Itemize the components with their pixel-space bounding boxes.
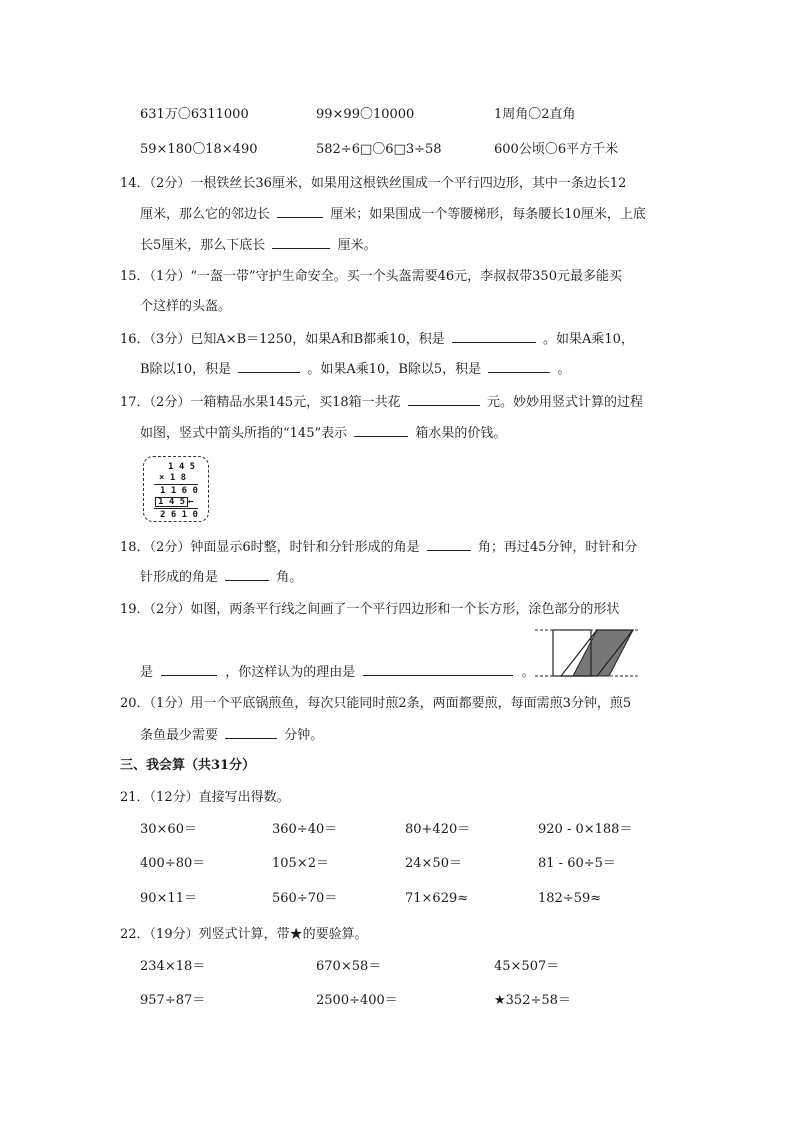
q15-line-1: 15．（1分）“一盔一带”守护生命安全。买一个头盔需要46元，李叔叔带350元最多能买 [120, 269, 622, 284]
q19-blank-1[interactable] [161, 663, 217, 676]
written-calc-item: 670×58＝ [316, 959, 382, 974]
q14-line-2 [140, 205, 646, 224]
q20-line-1: 20．（1分）用一个平底锅煎鱼，每次只能同时煎2条，两面都要煎，每面需煎3分钟，煎5 [120, 696, 632, 711]
calc-rule-1 [154, 484, 198, 485]
q16-text-1a: 16．（3分）已知A×B＝1250，如果A和B都乘10，积是 [120, 332, 445, 347]
oral-calc-item: 80+420＝ [405, 822, 471, 837]
q20-line-2 [140, 726, 323, 745]
oral-calc-item: 920 - 0×188＝ [538, 822, 633, 837]
q17-blank-2[interactable] [354, 424, 408, 437]
q19-text-2a: 是 [140, 665, 154, 680]
arrow-left-icon: ← [188, 497, 194, 507]
q19-text-2b: ，你这样认为的理由是 [225, 665, 356, 680]
oral-calc-item: 182÷59≈ [538, 891, 602, 906]
oral-calc-item: 81 - 60÷5＝ [538, 856, 616, 871]
q16-text-2b: 。如果A乘10，B除以5，积是 [307, 362, 482, 377]
compare-item-3: 1周角〇2直角 [494, 107, 576, 122]
q14-line-1: 14．（2分）一根铁丝长36厘米，如果用这根铁丝围成一个平行四边形，其中一条边长12 [120, 176, 627, 191]
written-calc-item: 234×18＝ [140, 959, 206, 974]
oral-calc-item: 560÷70＝ [272, 891, 338, 906]
q14-blank-1[interactable] [277, 205, 323, 218]
q15-line-2: 个这样的头盔。 [140, 299, 232, 314]
written-calc-item: 2500÷400＝ [316, 993, 398, 1008]
written-calc-item: 957÷87＝ [140, 993, 206, 1008]
vertical-calculation-figure [143, 456, 209, 522]
q19-line-1: 19．（2分）如图，两条平行线之间画了一个平行四边形和一个长方形，涂色部分的形状 [120, 602, 620, 617]
q17-line-2 [140, 424, 506, 443]
q17-text-1b: 元。妙妙用竖式计算的过程 [486, 395, 643, 410]
q16-blank-1[interactable] [452, 330, 536, 343]
q19-text-2c: 。 [521, 665, 535, 680]
q18-text-1b: 角；再过45分钟，时针和分 [477, 540, 638, 555]
oral-calc-item: 30×60＝ [140, 822, 197, 837]
q20-blank-1[interactable] [225, 726, 277, 739]
q14-blank-2[interactable] [272, 236, 330, 249]
calc-rule-2 [154, 508, 198, 509]
calc-product: 2 6 1 0 [160, 510, 198, 520]
compare-item-5: 582÷6□〇6□3÷58 [316, 142, 442, 157]
q19-line-2 [140, 663, 535, 682]
section-3-heading: 三、我会算（共31分） [120, 758, 256, 773]
q14-text-3a: 长5厘米，那么下底长 [140, 238, 266, 253]
compare-item-4: 59×180〇18×490 [140, 142, 258, 157]
q17-text-1a: 17．（2分）一箱精品水果145元，买18箱一共花 [120, 395, 401, 410]
written-calc-item: 45×507＝ [494, 959, 560, 974]
q18-text-2a: 针形成的角是 [140, 570, 219, 585]
q22-title: 22．（19分）列竖式计算，带★的要验算。 [120, 927, 368, 942]
calc-multiplier: × 1 8 [159, 473, 187, 483]
compare-item-1: 631万〇6311000 [140, 107, 249, 122]
q18-line-1 [120, 538, 637, 557]
q16-text-2a: B除以10，积是 [140, 362, 232, 377]
q16-blank-2[interactable] [238, 360, 300, 373]
calc-partial-2-boxed: 1 4 5 [155, 497, 188, 507]
q14-text-2b: 厘米；如果围成一个等腰梯形，每条腰长10厘米，上底 [330, 207, 646, 222]
compare-item-2: 99×99〇10000 [316, 107, 415, 122]
q17-text-2a: 如图，竖式中箭头所指的“145”表示 [140, 426, 348, 441]
q18-blank-2[interactable] [225, 568, 269, 581]
q16-line-2 [140, 360, 570, 379]
q17-text-2b: 箱水果的价钱。 [415, 426, 507, 441]
q17-line-1 [120, 393, 643, 412]
oral-calc-item: 24×50＝ [405, 856, 462, 871]
oral-calc-item: 360÷40＝ [272, 822, 338, 837]
oral-calc-item: 400÷80＝ [140, 856, 206, 871]
q18-text-2b: 角。 [276, 570, 303, 585]
oral-calc-item: 71×629≈ [405, 891, 469, 906]
q20-text-2b: 分钟。 [284, 728, 324, 743]
q16-text-1b: 。如果A乘10， [543, 332, 634, 347]
q18-text-1a: 18．（2分）钟面显示6时整，时针和分针形成的角是 [120, 540, 420, 555]
oral-calc-item: 105×2＝ [272, 856, 329, 871]
calc-partial-1: 1 1 6 0 [160, 486, 198, 496]
compare-item-6: 600公顷〇6平方千米 [494, 142, 619, 157]
q14-text-3b: 厘米。 [337, 238, 377, 253]
oral-calc-item: 90×11＝ [140, 891, 197, 906]
calc-multiplicand: 1 4 5 [168, 462, 196, 472]
written-calc-item: ★352÷58＝ [494, 993, 571, 1008]
q21-title: 21．（12分）直接写出得数。 [120, 790, 290, 805]
q14-line-3 [140, 236, 377, 255]
q18-blank-1[interactable] [427, 538, 471, 551]
q14-text-2a: 厘米，那么它的邻边长 [140, 207, 271, 222]
q18-line-2 [140, 568, 302, 587]
parallel-lines-figure [535, 626, 643, 680]
q16-text-2c: 。 [557, 362, 571, 377]
q17-blank-1[interactable] [408, 393, 480, 406]
q16-line-1 [120, 330, 634, 349]
q20-text-2a: 条鱼最少需要 [140, 728, 219, 743]
q19-blank-2[interactable] [363, 663, 513, 676]
q16-blank-3[interactable] [488, 360, 550, 373]
